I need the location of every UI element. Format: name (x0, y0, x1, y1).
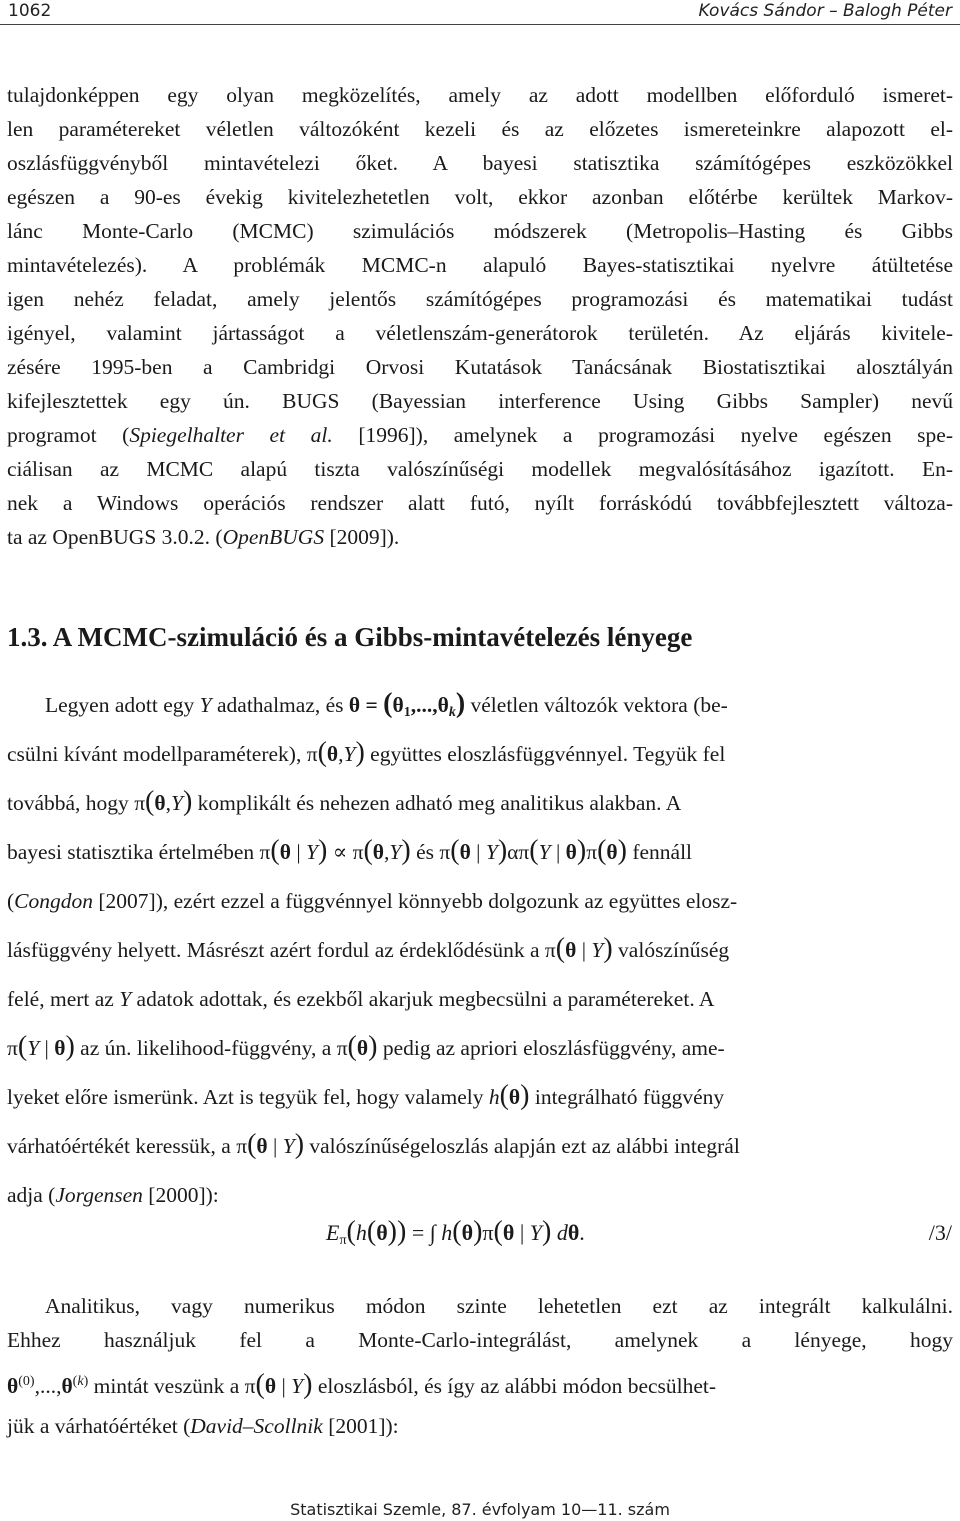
text-line: várhatóértékét keressük, a π(θ | Y) valószínűségeloszlás alapján ezt az alábbi integrál (7, 1129, 740, 1160)
text-line: programot (Spiegelhalter et al. [1996]), amelynek a programozási nyelve egészen spe- (7, 423, 954, 447)
header-rule (0, 24, 960, 25)
math-posterior: π(θ | Y) (544, 933, 613, 964)
text-line: egészen a 90-es évekig kivitelezhetetlen volt, ekkor azonban előtérbe kerültek Markov- (7, 185, 953, 209)
text-line: igényel, valamint jártasságot a véletlenszám-generátorok területén. Az eljárás kivitele- (7, 321, 953, 345)
running-header (8, 0, 952, 22)
text-line: tulajdonképpen egy olyan megközelítés, amely az adott modellben előforduló ismeret- (7, 83, 953, 107)
text-line: jük a várhatóértéket (David–Scollnik [2001]): (7, 1414, 399, 1438)
citation: Jorgensen (55, 1183, 143, 1207)
equation-3 (0, 1216, 960, 1260)
math-bayes: π(θ | Y)απ(Y | θ)π(θ) (439, 835, 627, 866)
text-line: nek a Windows operációs rendszer alatt futó, nyílt forráskódú továbbfejlesztett változa- (7, 491, 953, 515)
text-line: csülni kívánt modellparaméterek), π(θ,Y) együttes eloszlásfüggvénnyel. Tegyük fel (7, 737, 726, 768)
text-line: lánc Monte-Carlo (MCMC) szimulációs módszerek (Metropolis–Hasting és Gibbs (7, 219, 953, 243)
text-line: len paramétereket véletlen változóként kezeli és az előzetes ismereteinkre alapozott el- (7, 117, 953, 141)
citation: Spiegelhalter et al. (129, 423, 333, 447)
math-joint: π(θ,Y) (306, 737, 365, 768)
math-samples: $\theta^{(0)},...,\theta^{(k)}$ (7, 1374, 89, 1398)
math-posterior: π(θ | Y) (244, 1369, 313, 1400)
math-posterior-prop: π(θ | Y) ∝ π(θ,Y) (259, 835, 411, 866)
citation: OpenBUGS (222, 525, 325, 549)
text-line: ta az OpenBUGS 3.0.2. (OpenBUGS [2009]). (7, 525, 400, 549)
citation: Congdon (14, 889, 94, 913)
equation-number: /3/ (928, 1220, 952, 1245)
running-header-authors: Kovács Sándor – Balogh Péter (698, 1, 952, 21)
text-line: oszlásfüggvényből mintavételezi őket. A bayesi statisztika számítógépes eszközökkel (7, 151, 953, 175)
page-footer: Statisztikai Szemle, 87. évfolyam 10—11. szám (290, 1500, 670, 1519)
text-line: kifejlesztettek egy ún. BUGS (Bayessian interference Using Gibbs Sampler) nevű (7, 389, 953, 413)
text-line: lyeket előre ismerünk. Azt is tegyük fel, hogy valamely h(θ) integrálható függvény (7, 1080, 725, 1111)
citation: David–Scollnik (190, 1414, 323, 1438)
text-line: továbbá, hogy π(θ,Y) komplikált és nehezen adható meg analitikus alakban. A (7, 786, 682, 817)
text-line: bayesi statisztika értelmében π(θ | Y) ∝ π(θ,Y) és π(θ | Y)απ(Y | θ)π(θ) fennáll (7, 835, 693, 866)
text-line: (Congdon [2007]), ezért ezzel a függvénnyel könnyebb dolgozunk az együttes elosz- (7, 889, 738, 913)
text-line: mintavételezés). A problémák MCMC-n alapuló Bayes-statisztikai nyelvre átültetése (7, 253, 953, 277)
page-number: 1062 (8, 1, 52, 21)
text-line: Ehhez használjuk fel a Monte-Carlo-integrálást, amelynek a lényege, hogy (7, 1328, 953, 1352)
text-line: adja (Jorgensen [2000]): (7, 1183, 219, 1207)
text-line: π(Y | θ) az ún. likelihood-függvény, a π(θ) pedig az apriori eloszlásfüggvény, ame- (7, 1031, 725, 1062)
math-theta-def: $\theta = (\theta_1,...,\theta_k)$ (348, 688, 466, 720)
text-line: felé, mert az Y adatok adottak, és ezekből akarjuk megbecsülni a paramétereket. A (7, 987, 715, 1011)
paragraph-1 (7, 78, 953, 554)
math-prior: π(θ) (336, 1031, 378, 1062)
text-line: $\theta^{(0)},...,\theta^{(k)}$ mintát veszünk a π(θ | Y) eloszlásból, és így az alábbi módon becsülhet- (7, 1369, 717, 1400)
text-line: lásfüggvény helyett. Másrészt azért fordul az érdeklődésünk a π(θ | Y) valószínűség (7, 933, 730, 964)
text-line: igen nehéz feladat, amely jelentős számítógépes programozási és matematikai tudást (7, 287, 953, 311)
text-line: ciálisan az MCMC alapú tiszta valószínűségi modellek megvalósításához igazított. En- (7, 457, 953, 481)
text-line: zésére 1995-ben a Cambridgi Orvosi Kutatások Tanácsának Biostatisztikai alosztályán (7, 355, 953, 379)
math-h: h(θ) (488, 1080, 530, 1111)
text-line: Analitikus, vagy numerikus módon szinte lehetetlen ezt az integrált kalkulálni. (45, 1294, 953, 1318)
math-posterior: π(θ | Y) (236, 1129, 305, 1160)
section-heading: 1.3. A MCMC-szimuláció és a Gibbs-mintavételezés lényege (7, 622, 693, 652)
math-joint: π(θ,Y) (134, 786, 193, 817)
math-likelihood: π(Y | θ) (7, 1031, 75, 1062)
equation-body: $E_\pi(h(\theta))$ = ∫ h(θ)π(θ | Y) dθ. (326, 1216, 585, 1248)
text-line: Legyen adott egy Y adathalmaz, és $\theta = (\theta_1,...,\theta_k)$ véletlen változók vektora (be- (45, 688, 728, 720)
